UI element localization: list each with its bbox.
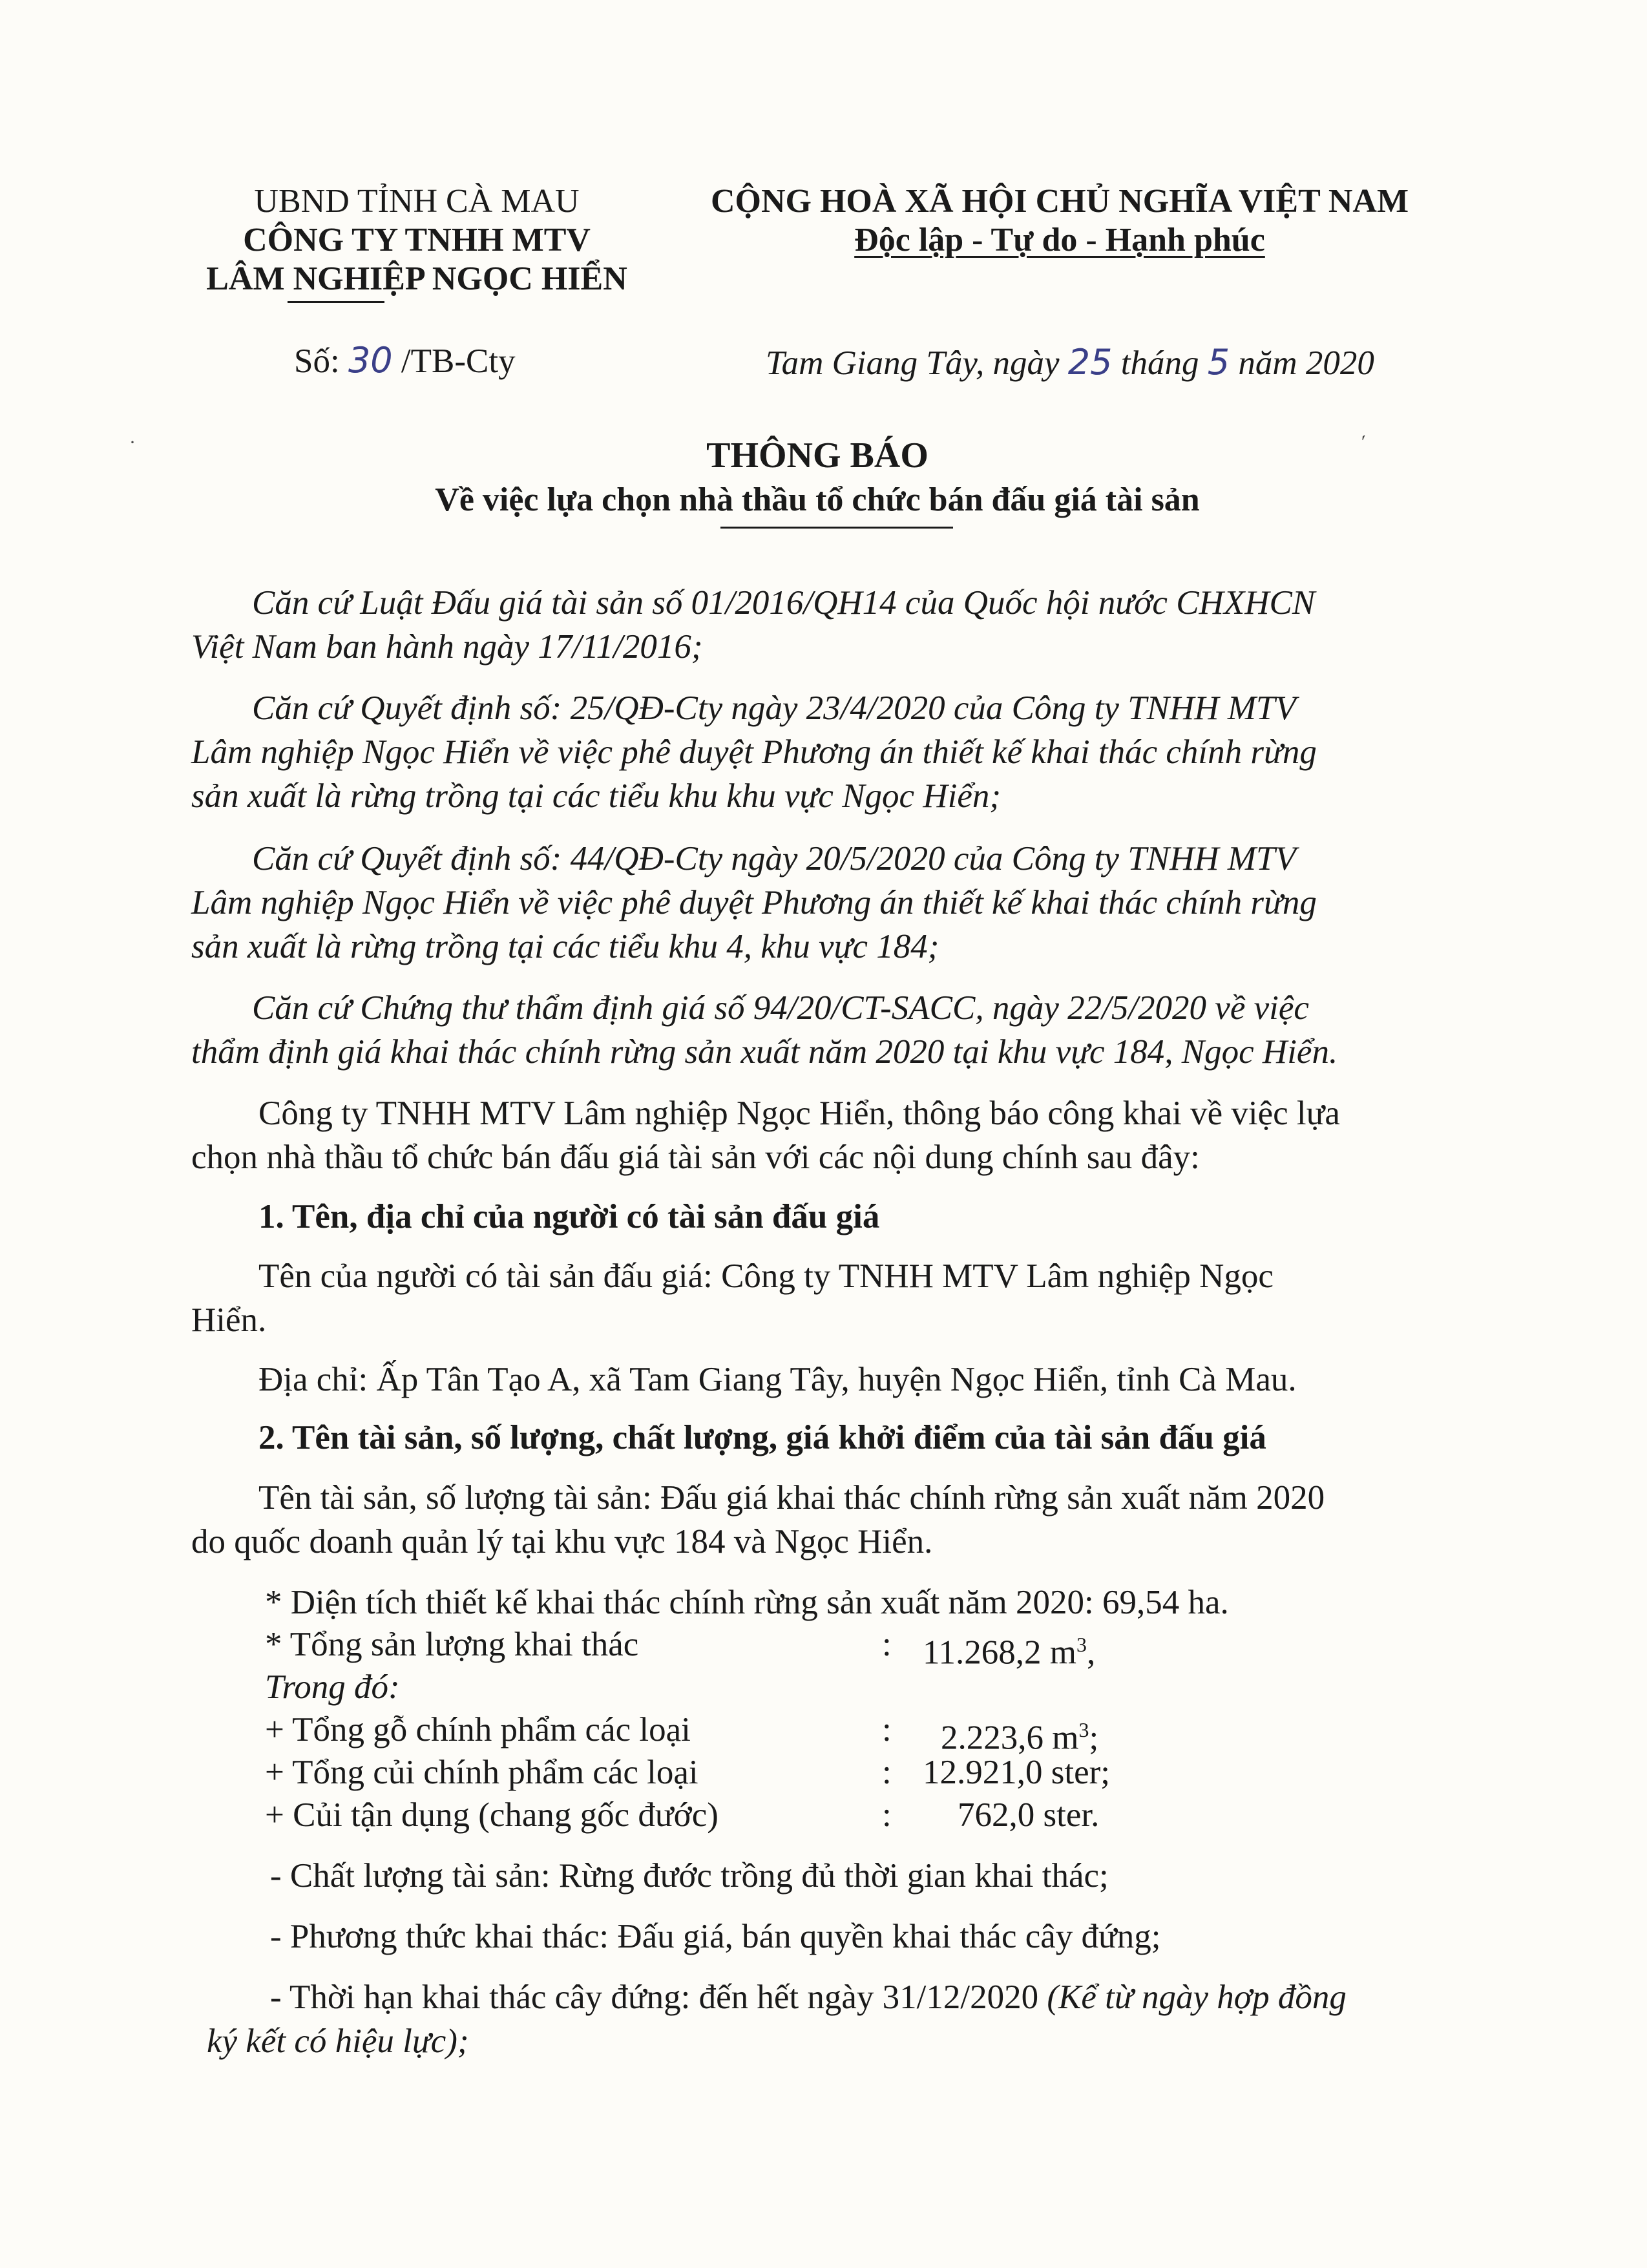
basis-1-line2: Việt Nam ban hành ngày 17/11/2016; — [191, 628, 703, 666]
basis-1-line1: Căn cứ Luật Đấu giá tài sản số 01/2016/QH14 của Quốc hội nước CHXHCN — [252, 584, 1316, 622]
section1-name-line1: Tên của người có tài sản đấu giá: Công ty TNHH MTV Lâm nghiệp Ngọc — [258, 1257, 1274, 1295]
so-number-handwritten: 30 — [348, 340, 393, 381]
item-2-label: + Tổng củi chính phẩm các loại — [265, 1754, 698, 1791]
date-prefix: Tam Giang Tây, ngày — [766, 344, 1060, 382]
scan-speck: ´ — [1358, 431, 1376, 456]
total-value-number: 11.268,2 m — [923, 1633, 1077, 1672]
section2-method: - Phương thức khai thác: Đấu giá, bán quyền khai thác cây đứng; — [270, 1918, 1161, 1955]
date-month-handwritten: 5 — [1207, 342, 1230, 383]
total-value-suffix: , — [1087, 1633, 1096, 1672]
section2-asset-line1: Tên tài sản, số lượng tài sản: Đấu giá khai thác chính rừng sản xuất năm 2020 — [258, 1479, 1325, 1517]
date-year: năm 2020 — [1238, 344, 1374, 382]
basis-2-line2: Lâm nghiệp Ngọc Hiển về việc phê duyệt Phương án thiết kế khai thác chính rừng — [191, 733, 1317, 771]
intro-line1: Công ty TNHH MTV Lâm nghiệp Ngọc Hiển, thông báo công khai về việc lựa — [258, 1095, 1340, 1132]
section2-term-line2: ký kết có hiệu lực); — [207, 2022, 469, 2060]
date-day-handwritten: 25 — [1067, 342, 1113, 383]
section2-area: * Diện tích thiết kế khai thác chính rừng sản xuất năm 2020: 69,54 ha. — [265, 1584, 1229, 1621]
section2-asset-line2: do quốc doanh quản lý tại khu vực 184 và Ngọc Hiển. — [191, 1523, 933, 1560]
title-subtitle: Về việc lựa chọn nhà thầu tổ chức bán đấu giá tài sản — [435, 481, 1200, 518]
item-2-value: 12.921,0 ster; — [923, 1754, 1110, 1791]
basis-3-line1: Căn cứ Quyết định số: 44/QĐ-Cty ngày 20/5/2020 của Công ty TNHH MTV — [252, 840, 1296, 877]
item-1-value-number: 2.223,6 m — [941, 1719, 1079, 1757]
header-left-line3: LÂM NGHIỆP NGỌC HIỂN — [206, 260, 627, 297]
basis-4-line2: thẩm định giá khai thác chính rừng sản xuất năm 2020 tại khu vực 184, Ngọc Hiển. — [191, 1033, 1338, 1071]
term-plain: - Thời hạn khai thác cây đứng: đến hết ngày 31/12/2020 — [270, 1979, 1039, 2016]
basis-3-line2: Lâm nghiệp Ngọc Hiển về việc phê duyệt Phương án thiết kế khai thác chính rừng — [191, 884, 1317, 921]
item-1-value-suffix: ; — [1089, 1719, 1099, 1757]
title-main: THÔNG BÁO — [706, 436, 928, 476]
so-prefix: Số: — [294, 342, 340, 380]
header-right-line1: CỘNG HOÀ XÃ HỘI CHỦ NGHĨA VIỆT NAM — [710, 183, 1409, 220]
basis-2-line1: Căn cứ Quyết định số: 25/QĐ-Cty ngày 23/4/2020 của Công ty TNHH MTV — [252, 689, 1296, 727]
item-3-value: 762,0 ster. — [958, 1796, 1100, 1834]
so-suffix: /TB-Cty — [401, 342, 516, 380]
total-value-sup: 3 — [1076, 1633, 1087, 1656]
date-month-label: tháng — [1120, 344, 1199, 382]
basis-3-line3: sản xuất là rừng trồng tại các tiểu khu 4, khu vực 184; — [191, 928, 939, 965]
total-colon: : — [882, 1626, 892, 1663]
total-label: * Tổng sản lượng khai thác — [265, 1626, 639, 1663]
section1-name-line2: Hiển. — [191, 1301, 267, 1339]
section1-address: Địa chỉ: Ấp Tân Tạo A, xã Tam Giang Tây, huyện Ngọc Hiển, tỉnh Cà Mau. — [258, 1361, 1297, 1398]
item-1-label: + Tổng gỗ chính phẩm các loại — [265, 1711, 691, 1748]
document-date — [766, 341, 1374, 384]
item-1-colon: : — [882, 1711, 892, 1748]
header-left-line2: CÔNG TY TNHH MTV — [243, 222, 591, 258]
item-3-label: + Củi tận dụng (chang gốc đước) — [265, 1796, 719, 1834]
title-rule — [720, 527, 953, 529]
term-italic-1: (Kể từ ngày hợp đồng — [1047, 1979, 1347, 2016]
total-value — [923, 1623, 1095, 1674]
header-left-rule — [288, 301, 384, 303]
item-1-value-sup: 3 — [1078, 1718, 1089, 1741]
section1-heading: 1. Tên, địa chỉ của người có tài sản đấu giá — [258, 1198, 880, 1235]
header-left-line1: UBND TỈNH CÀ MAU — [254, 183, 580, 220]
item-3-colon: : — [882, 1796, 892, 1834]
document-number — [294, 339, 516, 383]
item-2-colon: : — [882, 1754, 892, 1791]
basis-4-line1: Căn cứ Chứng thư thẩm định giá số 94/20/CT-SACC, ngày 22/5/2020 về việc — [252, 989, 1309, 1027]
section2-heading: 2. Tên tài sản, số lượng, chất lượng, giá khởi điểm của tài sản đấu giá — [258, 1419, 1266, 1456]
basis-2-line3: sản xuất là rừng trồng tại các tiểu khu khu vực Ngọc Hiển; — [191, 777, 1002, 815]
section2-quality: - Chất lượng tài sản: Rừng đước trồng đủ thời gian khai thác; — [270, 1857, 1109, 1895]
header-right-line2: Độc lập - Tự do - Hạnh phúc — [854, 222, 1265, 258]
intro-line2: chọn nhà thầu tổ chức bán đấu giá tài sản với các nội dung chính sau đây: — [191, 1139, 1200, 1176]
scan-speck: · — [129, 432, 136, 453]
section2-term-line1 — [270, 1976, 1347, 2019]
trong-do: Trong đó: — [265, 1668, 400, 1706]
